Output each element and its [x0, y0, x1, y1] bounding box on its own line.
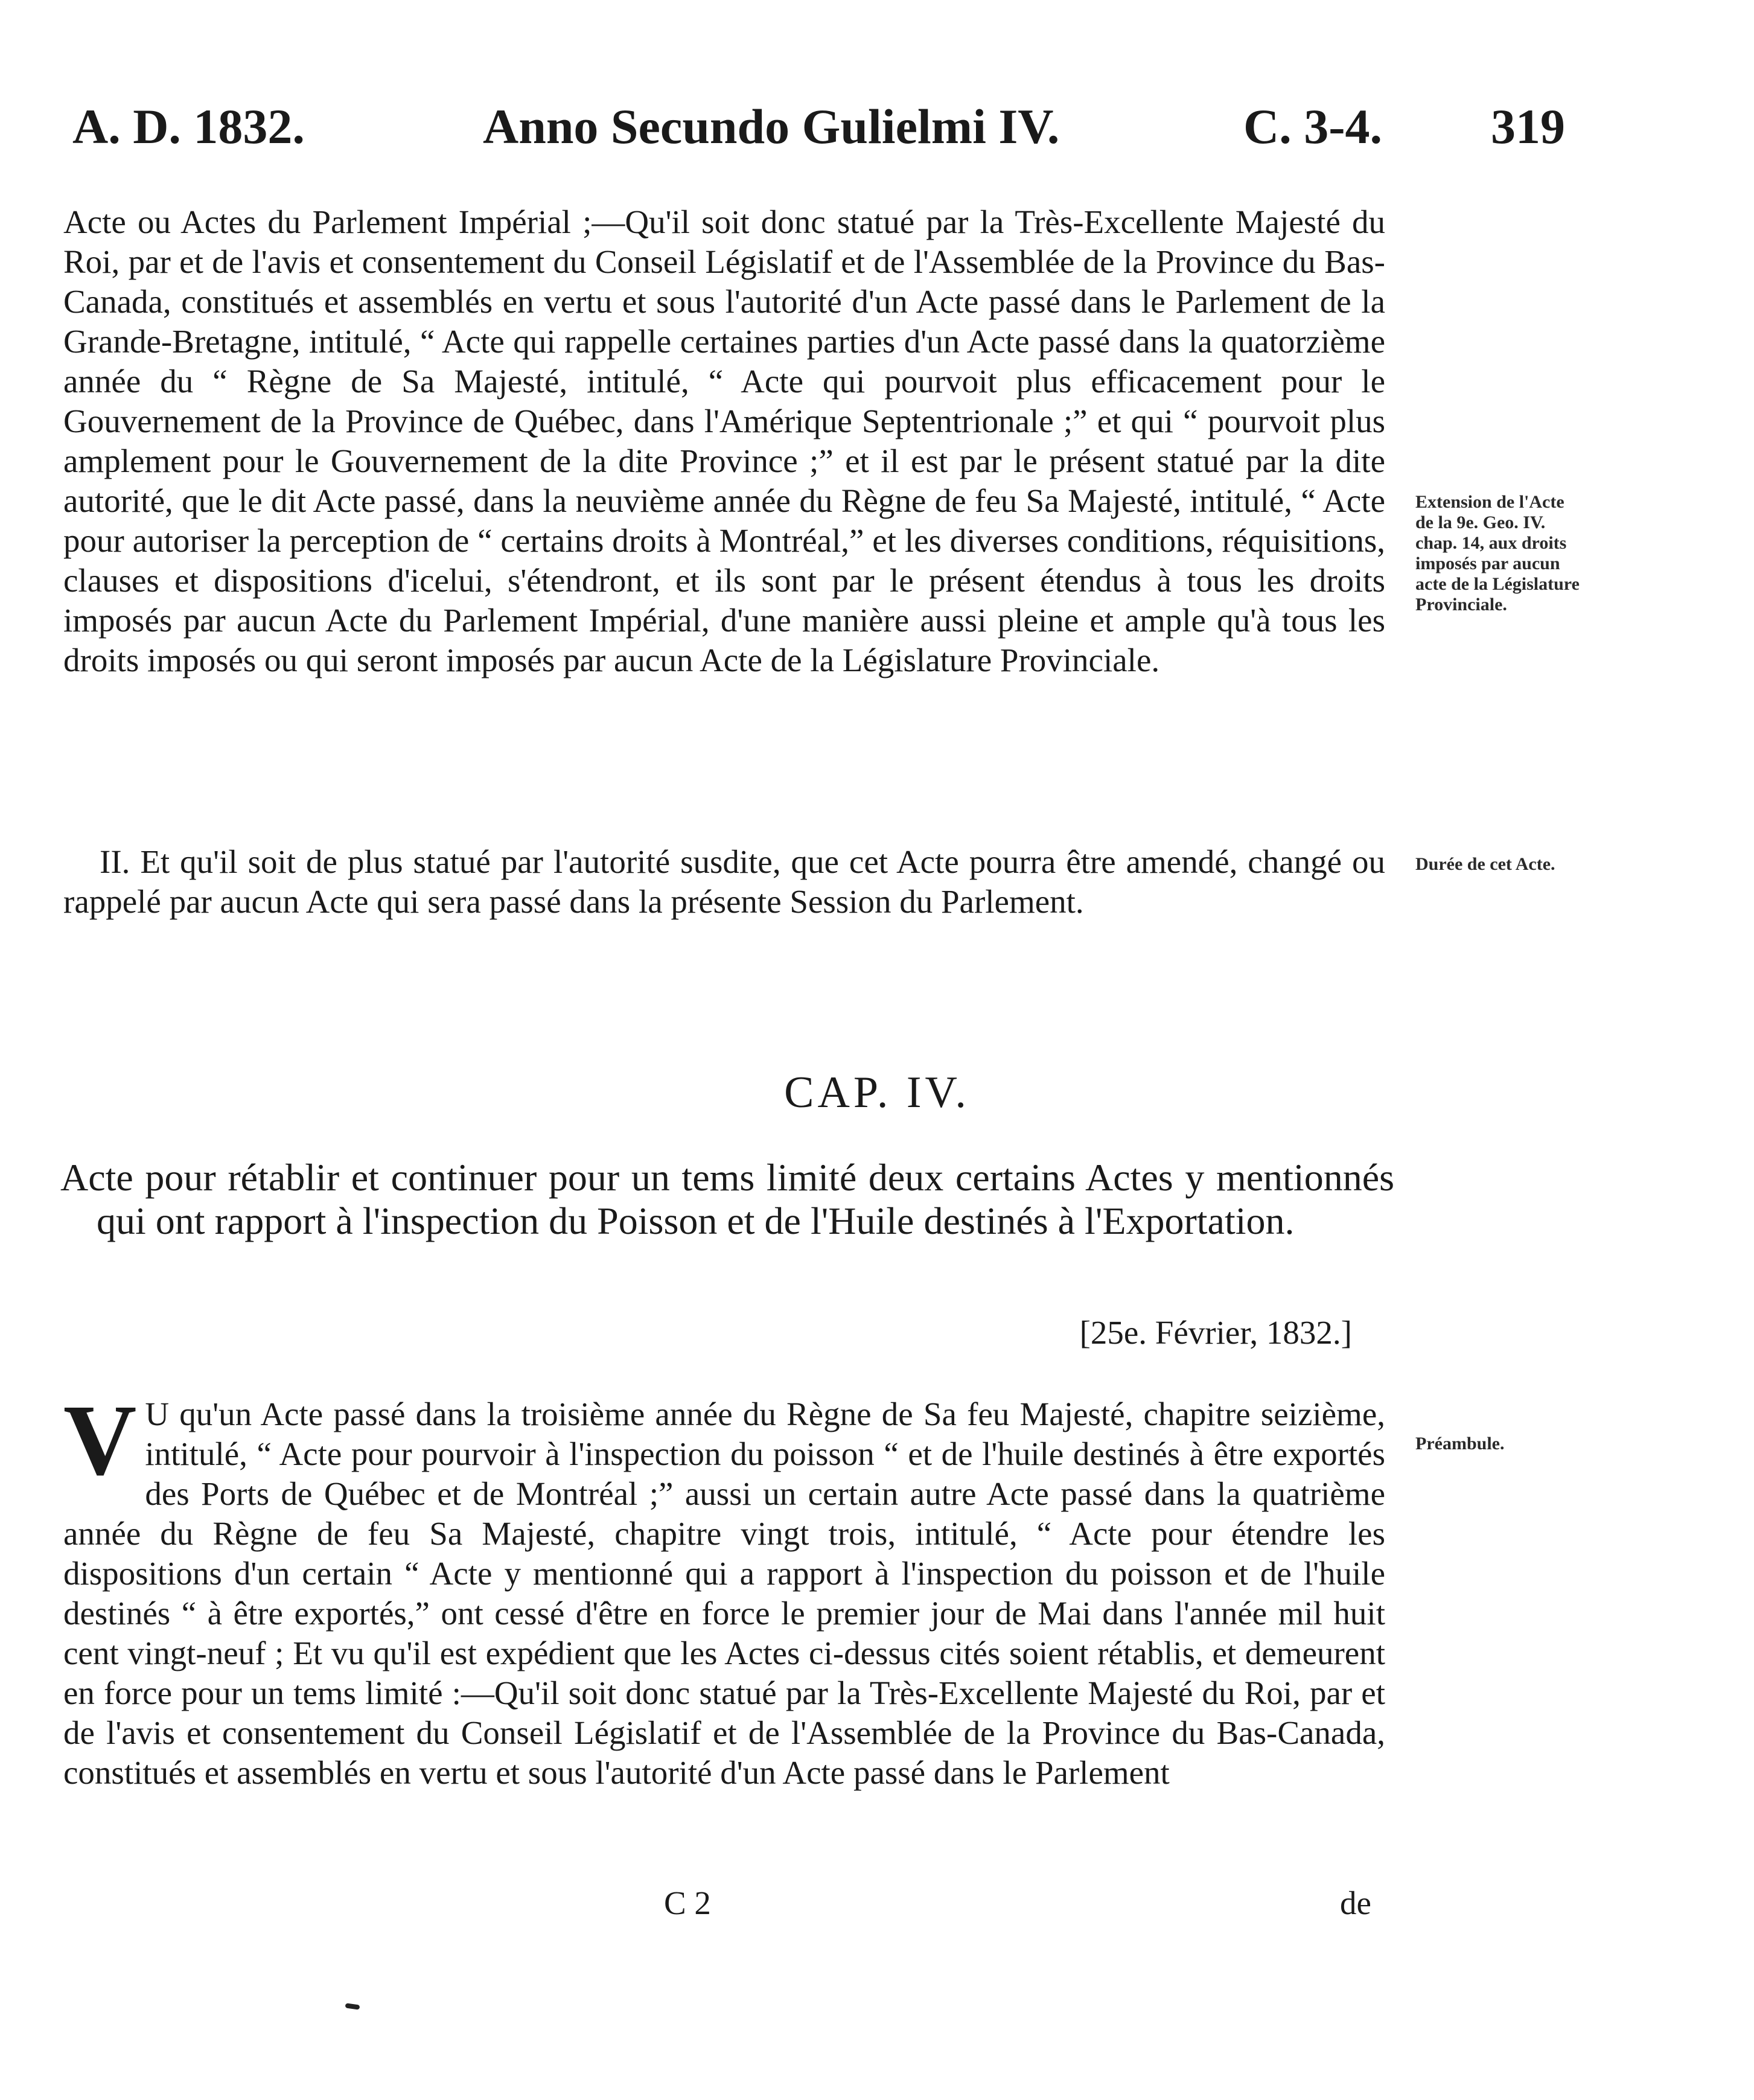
section-2	[63, 842, 1385, 922]
section-2-paragraph: II. Et qu'il soit de plus statué par l'autorité susdite, que cet Acte pourra être amendé, changé ou rappelé par aucun Acte qui sera passé dans la présente Session du Parlement.	[63, 843, 1385, 920]
running-head	[66, 91, 1599, 163]
page-number: 319	[1491, 99, 1565, 154]
section-1	[63, 202, 1385, 680]
signature-mark: C 2	[664, 1885, 711, 1921]
catchword: de	[1340, 1885, 1371, 1921]
chapter-heading: CAP. IV.	[784, 1068, 970, 1117]
act-title	[60, 1156, 1394, 1243]
section-3-paragraph: U qu'un Acte passé dans la troisième année du Règne de Sa feu Majesté, chapitre seizième, intitulé, “ Acte pour pourvoir à l'inspection du poisson “ et de l'huile destinés à être exportés des Ports de Québec et de Montréal ;” aussi un certain autre Acte passé dans la quatrième année du Règne de feu Sa Majesté, chapitre vingt trois, intitulé, “ Acte pour étendre les dispositions d'un certain “ Acte y mentionné qui a rapport à l'inspection du poisson et de l'huile destinés “ à être exportés,” ont cessé d'être en force le premier jour de Mai dans l'année mil huit cent vingt-neuf ; Et vu qu'il est expédient que les Actes ci-dessus cités soient rétablis, et demeurent en force pour un tems limité :—Qu'il soit donc statué par la Très-Excellente Majesté du Roi, par et de l'avis et consentement du Conseil Législatif et de l'Assemblée de la Province du Bas-Canada, constitués et assemblés en vertu et sous l'autorité d'un Acte passé dans le Parlement	[63, 1396, 1385, 1791]
act-date: [25e. Février, 1832.]	[1079, 1314, 1352, 1351]
section-1-paragraph: Acte ou Actes du Parlement Impérial ;—Qu'il soit donc statué par la Très-Excellente Majesté du Roi, par et de l'avis et consentement du Conseil Législatif et de l'Assemblée de la Province du Bas-Canada, constitués et assemblés en vertu et sous l'autorité d'un Acte passé dans le Parlement de la Grande-Bretagne, intitulé, “ Acte qui rappelle certaines parties d'un Acte passé dans la quatorzième année du “ Règne de Sa Majesté, intitulé, “ Acte qui pourvoit plus efficacement pour le Gouvernement de la Province de Québec, dans l'Amérique Septentrionale ;” et qui “ pourvoit plus amplement pour le Gouvernement de la dite Province ;” et il est par le présent statué par la dite autorité, que le dit Acte passé, dans la neuvième année du Règne de feu Sa Majesté, intitulé, “ Acte pour autoriser la perception de “ certains droits à Montréal,” et les diverses conditions, réquisitions, clauses et dispositions d'icelui, s'étendront, et ils sont par le présent étendus à tous les droits imposés par aucun Acte du Parlement Impérial, d'une manière aussi pleine et ample qu'à tous les droits imposés ou qui seront imposés par aucun Acte de la Législature Provinciale.	[63, 203, 1385, 678]
running-head-chapter: C. 3-4.	[1243, 99, 1383, 154]
section-3	[63, 1384, 1385, 1793]
drop-cap: V	[63, 1384, 137, 1496]
running-head-year: A. D. 1832.	[72, 99, 305, 154]
margin-note-preamble: Préambule.	[1415, 1434, 1505, 1454]
ink-speck	[345, 2003, 360, 2009]
act-title-text: Acte pour rétablir et continuer pour un tems limité deux certains Actes y mentionnés qui ont rapport à l'inspection du Poisson et de l'Huile destinés à l'Exportation.	[60, 1156, 1394, 1242]
running-head-title: Anno Secundo Gulielmi IV.	[483, 99, 1060, 154]
margin-note-extension: Extension de l'Acte de la 9e. Geo. IV. chap. 14, aux droits imposés par aucun acte de la Législature Provinciale.	[1415, 492, 1580, 614]
margin-note-duration: Durée de cet Acte.	[1415, 854, 1555, 874]
